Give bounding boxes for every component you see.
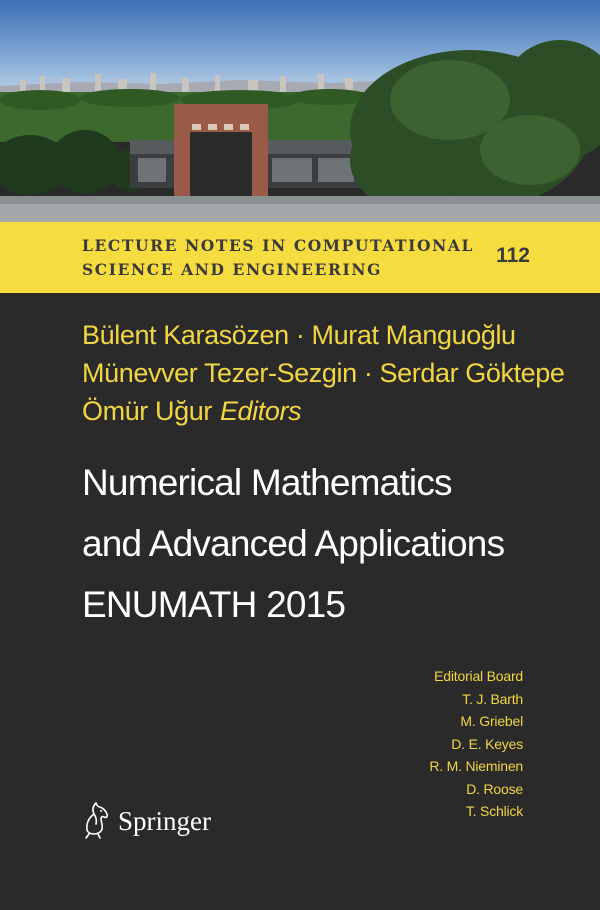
publisher-name: Springer: [118, 806, 211, 836]
springer-horse-icon: [80, 800, 112, 840]
title-line-2: and Advanced Applications: [82, 523, 505, 564]
board-member: T. J. Barth: [462, 690, 523, 707]
board-member: R. M. Nieminen: [429, 758, 523, 774]
board-member: T. Schlick: [465, 803, 523, 819]
book-title: [82, 452, 592, 635]
editors-line-2: Münevver Tezer-Sezgin · Serdar Göktepe: [82, 358, 565, 388]
series-title-line2: SCIENCE AND ENGINEERING: [82, 260, 382, 279]
editors-role-label: Editors: [219, 396, 302, 426]
title-line-3: ENUMATH 2015: [82, 584, 346, 625]
cover-photo: [0, 0, 600, 222]
editors-block: [82, 316, 582, 430]
board-member: D. E. Keyes: [451, 735, 523, 752]
series-title-line1: LECTURE NOTES IN COMPUTATIONAL: [82, 236, 475, 255]
series-band: [0, 222, 600, 293]
editors-line-1: Bülent Karasözen · Murat Manguoğlu: [82, 320, 516, 350]
editor-name: Ömür Uğur: [82, 396, 212, 426]
editorial-board: [429, 665, 523, 823]
board-member: D. Roose: [466, 780, 523, 797]
volume-number: 112: [496, 244, 530, 267]
editorial-board-heading: Editorial Board: [434, 668, 523, 684]
board-member: M. Griebel: [460, 713, 523, 729]
title-line-1: Numerical Mathematics: [82, 462, 452, 503]
editors-line-3: [82, 392, 582, 430]
